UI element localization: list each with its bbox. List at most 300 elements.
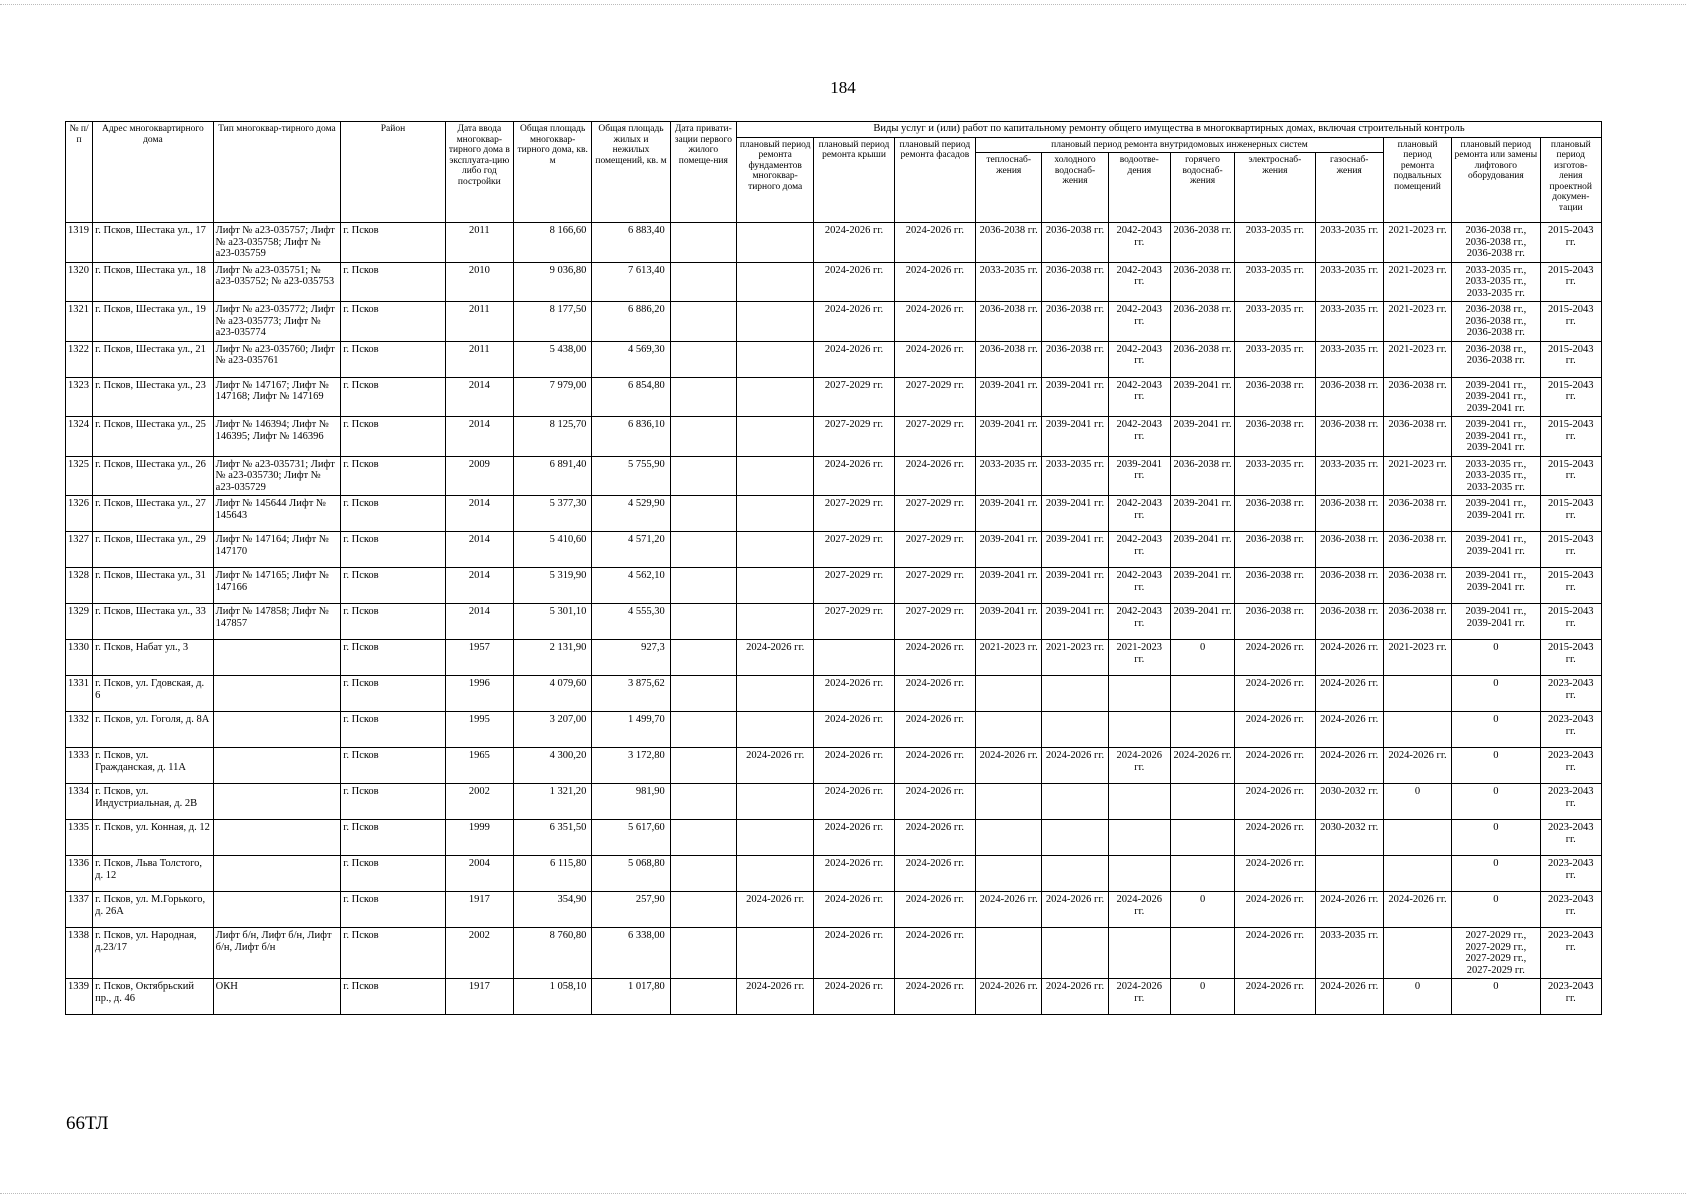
row-cold-water: 2039-2041 гг.: [1042, 568, 1108, 604]
row-basement: [1383, 928, 1451, 979]
row-heat: 2036-2038 гг.: [976, 341, 1042, 377]
row-type: Лифт № 145644 Лифт № 145643: [213, 496, 341, 532]
table-row: [66, 979, 1602, 1015]
row-address: г. Псков, Шестака ул., 23: [93, 377, 214, 417]
row-gas: 2036-2038 гг.: [1315, 568, 1383, 604]
row-privatization: [670, 568, 736, 604]
row-facade: 2024-2026 гг.: [894, 784, 975, 820]
row-cold-water: 2024-2026 гг.: [1042, 748, 1108, 784]
row-date: 2002: [445, 784, 513, 820]
row-address: г. Псков, Октябрьский пр., д. 46: [93, 979, 214, 1015]
row-drainage: 2042-2043 гг.: [1108, 377, 1170, 417]
row-docs: 2015-2043 гг.: [1540, 604, 1601, 640]
header-address: Адрес многоквартирного дома: [93, 122, 214, 223]
table-row: [66, 496, 1602, 532]
row-area-total: 5 438,00: [514, 341, 592, 377]
row-roof: 2024-2026 гг.: [814, 784, 894, 820]
row-basement: 2036-2038 гг.: [1383, 417, 1451, 457]
row-num: 1328: [66, 568, 93, 604]
row-electricity: 2036-2038 гг.: [1235, 568, 1315, 604]
row-area-total: 5 319,90: [514, 568, 592, 604]
row-address: г. Псков, Шестака ул., 31: [93, 568, 214, 604]
row-area-total: 1 321,20: [514, 784, 592, 820]
row-roof: 2024-2026 гг.: [814, 262, 894, 302]
row-area-total: 354,90: [514, 892, 592, 928]
row-roof: [814, 640, 894, 676]
row-type: Лифт № а23-035757; Лифт № а23-035758; Лифт № а23-035759: [213, 223, 341, 263]
row-area-living: 4 555,30: [592, 604, 670, 640]
row-type: Лифт № 147165; Лифт № 147166: [213, 568, 341, 604]
row-docs: 2015-2043 гг.: [1540, 532, 1601, 568]
row-address: г. Псков, Шестака ул., 21: [93, 341, 214, 377]
row-drainage: 2042-2043 гг.: [1108, 417, 1170, 457]
row-gas: 2033-2035 гг.: [1315, 262, 1383, 302]
row-date: 2014: [445, 417, 513, 457]
row-facade: 2024-2026 гг.: [894, 820, 975, 856]
footer-code: 66ТЛ: [66, 1113, 109, 1134]
row-type: [213, 748, 341, 784]
row-foundation: [736, 568, 813, 604]
row-facade: 2024-2026 гг.: [894, 856, 975, 892]
row-basement: 2036-2038 гг.: [1383, 604, 1451, 640]
row-type: [213, 712, 341, 748]
row-basement: 2024-2026 гг.: [1383, 892, 1451, 928]
row-area-total: 4 300,20: [514, 748, 592, 784]
row-facade: 2024-2026 гг.: [894, 979, 975, 1015]
row-hot-water: [1170, 676, 1234, 712]
header-privatization: Дата привати-зации первого жилого помеще-ния: [670, 122, 736, 223]
row-gas: 2024-2026 гг.: [1315, 979, 1383, 1015]
row-area-total: 8 125,70: [514, 417, 592, 457]
header-foundation: плановый период ремонта фундаментов многоквар-тирного дома: [736, 137, 813, 223]
row-privatization: [670, 377, 736, 417]
row-area-living: 6 836,10: [592, 417, 670, 457]
row-electricity: 2024-2026 гг.: [1235, 784, 1315, 820]
row-roof: 2024-2026 гг.: [814, 676, 894, 712]
row-foundation: [736, 417, 813, 457]
row-heat: 2039-2041 гг.: [976, 568, 1042, 604]
row-basement: 0: [1383, 979, 1451, 1015]
row-hot-water: 2039-2041 гг.: [1170, 532, 1234, 568]
row-electricity: 2036-2038 гг.: [1235, 604, 1315, 640]
row-electricity: 2036-2038 гг.: [1235, 532, 1315, 568]
row-basement: 2021-2023 гг.: [1383, 223, 1451, 263]
row-type: [213, 676, 341, 712]
row-hot-water: 2036-2038 гг.: [1170, 341, 1234, 377]
row-hot-water: [1170, 820, 1234, 856]
header-docs: плановый период изготов-ления проектной докумен-тации: [1540, 137, 1601, 223]
row-privatization: [670, 341, 736, 377]
row-num: 1334: [66, 784, 93, 820]
row-cold-water: 2039-2041 гг.: [1042, 417, 1108, 457]
row-drainage: 2024-2026 гг.: [1108, 748, 1170, 784]
row-gas: 2024-2026 гг.: [1315, 748, 1383, 784]
table-row: [66, 820, 1602, 856]
row-num: 1336: [66, 856, 93, 892]
row-district: г. Псков: [341, 604, 445, 640]
row-docs: 2015-2043 гг.: [1540, 341, 1601, 377]
row-address: г. Псков, ул. Гдовская, д. 6: [93, 676, 214, 712]
row-lift: 2033-2035 гг., 2033-2035 гг., 2033-2035 гг.: [1452, 262, 1540, 302]
row-area-living: 4 569,30: [592, 341, 670, 377]
row-foundation: [736, 223, 813, 263]
row-hot-water: 2039-2041 гг.: [1170, 496, 1234, 532]
header-works: Виды услуг и (или) работ по капитальному ремонту общего имущества в многоквартирных домах, включая строительный контроль: [736, 122, 1601, 138]
row-basement: 2021-2023 гг.: [1383, 302, 1451, 342]
row-area-total: 5 377,30: [514, 496, 592, 532]
row-area-total: 8 760,80: [514, 928, 592, 979]
row-drainage: [1108, 820, 1170, 856]
row-drainage: 2042-2043 гг.: [1108, 604, 1170, 640]
row-privatization: [670, 640, 736, 676]
row-drainage: [1108, 928, 1170, 979]
row-area-total: 8 177,50: [514, 302, 592, 342]
row-num: 1330: [66, 640, 93, 676]
row-docs: 2023-2043 гг.: [1540, 892, 1601, 928]
row-area-living: 6 338,00: [592, 928, 670, 979]
header-roof: плановый период ремонта крыши: [814, 137, 894, 223]
row-address: г. Псков, Льва Толстого, д. 12: [93, 856, 214, 892]
row-facade: 2024-2026 гг.: [894, 712, 975, 748]
table-row: [66, 604, 1602, 640]
row-cold-water: [1042, 820, 1108, 856]
row-basement: 2036-2038 гг.: [1383, 496, 1451, 532]
row-electricity: 2024-2026 гг.: [1235, 640, 1315, 676]
row-roof: 2024-2026 гг.: [814, 820, 894, 856]
row-basement: [1383, 820, 1451, 856]
row-hot-water: 2039-2041 гг.: [1170, 604, 1234, 640]
table-row: [66, 568, 1602, 604]
row-roof: 2024-2026 гг.: [814, 456, 894, 496]
row-num: 1338: [66, 928, 93, 979]
row-docs: 2023-2043 гг.: [1540, 712, 1601, 748]
row-lift: 0: [1452, 979, 1540, 1015]
row-heat: [976, 712, 1042, 748]
row-date: 1957: [445, 640, 513, 676]
row-date: 2014: [445, 377, 513, 417]
row-hot-water: 2039-2041 гг.: [1170, 568, 1234, 604]
row-drainage: 2042-2043 гг.: [1108, 302, 1170, 342]
row-area-total: 4 079,60: [514, 676, 592, 712]
row-gas: 2033-2035 гг.: [1315, 928, 1383, 979]
header-lift: плановый период ремонта или замены лифтового оборудования: [1452, 137, 1540, 223]
row-lift: 0: [1452, 640, 1540, 676]
row-drainage: 2042-2043 гг.: [1108, 532, 1170, 568]
row-address: г. Псков, ул. Конная, д. 12: [93, 820, 214, 856]
row-type: [213, 820, 341, 856]
row-facade: 2027-2029 гг.: [894, 377, 975, 417]
row-foundation: [736, 604, 813, 640]
row-privatization: [670, 676, 736, 712]
row-district: г. Псков: [341, 748, 445, 784]
row-area-living: 6 854,80: [592, 377, 670, 417]
row-type: [213, 856, 341, 892]
row-hot-water: 0: [1170, 640, 1234, 676]
row-privatization: [670, 928, 736, 979]
row-docs: 2015-2043 гг.: [1540, 417, 1601, 457]
row-district: г. Псков: [341, 784, 445, 820]
table-row: [66, 784, 1602, 820]
table-row: [66, 712, 1602, 748]
row-cold-water: 2036-2038 гг.: [1042, 262, 1108, 302]
row-gas: 2030-2032 гг.: [1315, 784, 1383, 820]
table-body: [66, 223, 1602, 1015]
row-date: 2009: [445, 456, 513, 496]
table-row: [66, 892, 1602, 928]
row-area-total: 5 410,60: [514, 532, 592, 568]
scan-edge-bottom: [0, 1193, 1686, 1194]
row-area-living: 6 886,20: [592, 302, 670, 342]
row-basement: 2021-2023 гг.: [1383, 262, 1451, 302]
row-docs: 2015-2043 гг.: [1540, 302, 1601, 342]
row-electricity: 2024-2026 гг.: [1235, 892, 1315, 928]
row-heat: 2039-2041 гг.: [976, 604, 1042, 640]
row-area-living: 1 017,80: [592, 979, 670, 1015]
row-district: г. Псков: [341, 928, 445, 979]
header-drainage: водоотве-дения: [1108, 153, 1170, 223]
row-date: 2011: [445, 223, 513, 263]
row-hot-water: 2036-2038 гг.: [1170, 302, 1234, 342]
row-heat: 2039-2041 гг.: [976, 496, 1042, 532]
row-privatization: [670, 302, 736, 342]
row-roof: 2027-2029 гг.: [814, 496, 894, 532]
header-heat: теплоснаб-жения: [976, 153, 1042, 223]
row-district: г. Псков: [341, 640, 445, 676]
header-cold-water: холодного водоснаб-жения: [1042, 153, 1108, 223]
row-cold-water: 2039-2041 гг.: [1042, 532, 1108, 568]
row-district: г. Псков: [341, 223, 445, 263]
row-date: 2002: [445, 928, 513, 979]
row-num: 1335: [66, 820, 93, 856]
row-roof: 2027-2029 гг.: [814, 568, 894, 604]
row-facade: 2024-2026 гг.: [894, 302, 975, 342]
row-electricity: 2033-2035 гг.: [1235, 223, 1315, 263]
row-hot-water: 2024-2026 гг.: [1170, 748, 1234, 784]
row-gas: 2036-2038 гг.: [1315, 496, 1383, 532]
row-drainage: [1108, 856, 1170, 892]
row-area-total: 9 036,80: [514, 262, 592, 302]
row-area-living: 5 068,80: [592, 856, 670, 892]
row-lift: 0: [1452, 820, 1540, 856]
row-docs: 2015-2043 гг.: [1540, 262, 1601, 302]
row-date: 2014: [445, 532, 513, 568]
row-roof: 2024-2026 гг.: [814, 712, 894, 748]
row-cold-water: 2036-2038 гг.: [1042, 302, 1108, 342]
row-docs: 2015-2043 гг.: [1540, 456, 1601, 496]
row-cold-water: [1042, 784, 1108, 820]
row-area-total: 6 351,50: [514, 820, 592, 856]
row-district: г. Псков: [341, 377, 445, 417]
row-lift: 2036-2038 гг., 2036-2038 гг.: [1452, 341, 1540, 377]
row-date: 1917: [445, 979, 513, 1015]
row-foundation: [736, 341, 813, 377]
row-lift: 0: [1452, 892, 1540, 928]
row-area-living: 7 613,40: [592, 262, 670, 302]
row-basement: 2036-2038 гг.: [1383, 532, 1451, 568]
row-area-total: 6 891,40: [514, 456, 592, 496]
row-docs: 2023-2043 гг.: [1540, 856, 1601, 892]
row-hot-water: [1170, 928, 1234, 979]
table-row: [66, 302, 1602, 342]
row-cold-water: 2039-2041 гг.: [1042, 604, 1108, 640]
row-num: 1323: [66, 377, 93, 417]
header-date: Дата ввода многоквар-тирного дома в эксплуата-цию либо год постройки: [445, 122, 513, 223]
row-basement: [1383, 676, 1451, 712]
row-foundation: 2024-2026 гг.: [736, 892, 813, 928]
row-roof: 2024-2026 гг.: [814, 892, 894, 928]
row-gas: 2036-2038 гг.: [1315, 532, 1383, 568]
row-hot-water: 2036-2038 гг.: [1170, 223, 1234, 263]
row-foundation: [736, 262, 813, 302]
row-district: г. Псков: [341, 341, 445, 377]
row-cold-water: 2024-2026 гг.: [1042, 979, 1108, 1015]
row-foundation: [736, 712, 813, 748]
row-area-living: 4 529,90: [592, 496, 670, 532]
row-gas: 2033-2035 гг.: [1315, 223, 1383, 263]
row-docs: 2023-2043 гг.: [1540, 979, 1601, 1015]
row-type: Лифт № а23-035772; Лифт № а23-035773; Лифт № а23-035774: [213, 302, 341, 342]
row-cold-water: 2021-2023 гг.: [1042, 640, 1108, 676]
row-num: 1319: [66, 223, 93, 263]
row-area-living: 5 617,60: [592, 820, 670, 856]
row-foundation: [736, 856, 813, 892]
row-heat: 2021-2023 гг.: [976, 640, 1042, 676]
table-row: [66, 417, 1602, 457]
table-row: [66, 223, 1602, 263]
row-date: 2011: [445, 302, 513, 342]
row-roof: 2027-2029 гг.: [814, 532, 894, 568]
row-cold-water: [1042, 928, 1108, 979]
row-roof: 2024-2026 гг.: [814, 856, 894, 892]
table-row: [66, 748, 1602, 784]
row-lift: 2027-2029 гг., 2027-2029 гг., 2027-2029 гг., 2027-2029 гг.: [1452, 928, 1540, 979]
row-electricity: 2024-2026 гг.: [1235, 928, 1315, 979]
row-lift: 2036-2038 гг., 2036-2038 гг., 2036-2038 гг.: [1452, 302, 1540, 342]
row-address: г. Псков, ул. Индустриальная, д. 2В: [93, 784, 214, 820]
row-foundation: 2024-2026 гг.: [736, 979, 813, 1015]
row-drainage: 2039-2041 гг.: [1108, 456, 1170, 496]
row-date: 1965: [445, 748, 513, 784]
row-cold-water: 2036-2038 гг.: [1042, 341, 1108, 377]
row-facade: 2027-2029 гг.: [894, 496, 975, 532]
row-area-total: 2 131,90: [514, 640, 592, 676]
row-lift: 2036-2038 гг., 2036-2038 гг., 2036-2038 гг.: [1452, 223, 1540, 263]
row-basement: 2024-2026 гг.: [1383, 748, 1451, 784]
header-num: № п/п: [66, 122, 93, 223]
row-heat: [976, 928, 1042, 979]
row-electricity: 2036-2038 гг.: [1235, 496, 1315, 532]
row-district: г. Псков: [341, 532, 445, 568]
row-foundation: [736, 784, 813, 820]
row-heat: 2036-2038 гг.: [976, 302, 1042, 342]
row-foundation: [736, 302, 813, 342]
row-hot-water: 2039-2041 гг.: [1170, 377, 1234, 417]
scan-edge-top: [0, 4, 1686, 5]
row-electricity: 2033-2035 гг.: [1235, 341, 1315, 377]
row-privatization: [670, 979, 736, 1015]
row-docs: 2015-2043 гг.: [1540, 640, 1601, 676]
row-facade: 2024-2026 гг.: [894, 640, 975, 676]
row-type: Лифт № 146394; Лифт № 146395; Лифт № 146396: [213, 417, 341, 457]
row-cold-water: 2036-2038 гг.: [1042, 223, 1108, 263]
row-num: 1331: [66, 676, 93, 712]
row-drainage: [1108, 676, 1170, 712]
row-area-living: 3 172,80: [592, 748, 670, 784]
row-district: г. Псков: [341, 712, 445, 748]
row-heat: [976, 784, 1042, 820]
row-date: 2014: [445, 568, 513, 604]
row-roof: 2024-2026 гг.: [814, 223, 894, 263]
row-hot-water: 2036-2038 гг.: [1170, 456, 1234, 496]
row-address: г. Псков, Шестака ул., 27: [93, 496, 214, 532]
row-basement: 2021-2023 гг.: [1383, 456, 1451, 496]
row-foundation: [736, 496, 813, 532]
row-num: 1337: [66, 892, 93, 928]
row-basement: 2021-2023 гг.: [1383, 341, 1451, 377]
row-hot-water: [1170, 856, 1234, 892]
row-electricity: 2033-2035 гг.: [1235, 456, 1315, 496]
row-docs: 2015-2043 гг.: [1540, 496, 1601, 532]
row-area-total: 7 979,00: [514, 377, 592, 417]
table-row: [66, 532, 1602, 568]
header-type: Тип многоквар-тирного дома: [213, 122, 341, 223]
row-cold-water: 2024-2026 гг.: [1042, 892, 1108, 928]
row-num: 1324: [66, 417, 93, 457]
row-address: г. Псков, Шестака ул., 33: [93, 604, 214, 640]
row-privatization: [670, 417, 736, 457]
row-drainage: 2021-2023 гг.: [1108, 640, 1170, 676]
row-privatization: [670, 712, 736, 748]
row-electricity: 2024-2026 гг.: [1235, 820, 1315, 856]
header-electricity: электроснаб-жения: [1235, 153, 1315, 223]
row-area-living: 3 875,62: [592, 676, 670, 712]
row-drainage: 2042-2043 гг.: [1108, 496, 1170, 532]
row-cold-water: 2039-2041 гг.: [1042, 496, 1108, 532]
row-num: 1327: [66, 532, 93, 568]
row-district: г. Псков: [341, 568, 445, 604]
row-address: г. Псков, Шестака ул., 25: [93, 417, 214, 457]
row-area-living: 4 571,20: [592, 532, 670, 568]
row-hot-water: 0: [1170, 979, 1234, 1015]
row-district: г. Псков: [341, 676, 445, 712]
row-lift: 0: [1452, 676, 1540, 712]
row-privatization: [670, 892, 736, 928]
row-basement: 0: [1383, 784, 1451, 820]
row-facade: 2024-2026 гг.: [894, 676, 975, 712]
table-row: [66, 640, 1602, 676]
row-electricity: 2024-2026 гг.: [1235, 856, 1315, 892]
header-area-living: Общая площадь жилых и нежилых помещений, кв. м: [592, 122, 670, 223]
row-cold-water: [1042, 676, 1108, 712]
header-facade: плановый период ремонта фасадов: [894, 137, 975, 223]
row-num: 1333: [66, 748, 93, 784]
row-address: г. Псков, Шестака ул., 17: [93, 223, 214, 263]
row-basement: [1383, 712, 1451, 748]
row-roof: 2027-2029 гг.: [814, 377, 894, 417]
row-roof: 2024-2026 гг.: [814, 979, 894, 1015]
row-foundation: [736, 377, 813, 417]
row-foundation: [736, 456, 813, 496]
row-lift: 2039-2041 гг., 2039-2041 гг.: [1452, 568, 1540, 604]
row-cold-water: 2039-2041 гг.: [1042, 377, 1108, 417]
row-gas: [1315, 856, 1383, 892]
row-type: Лифт № а23-035751; № а23-035752; № а23-035753: [213, 262, 341, 302]
row-privatization: [670, 784, 736, 820]
row-district: г. Псков: [341, 979, 445, 1015]
row-district: г. Псков: [341, 856, 445, 892]
header-systems: плановый период ремонта внутридомовых инженерных систем: [976, 137, 1384, 153]
row-heat: 2024-2026 гг.: [976, 748, 1042, 784]
